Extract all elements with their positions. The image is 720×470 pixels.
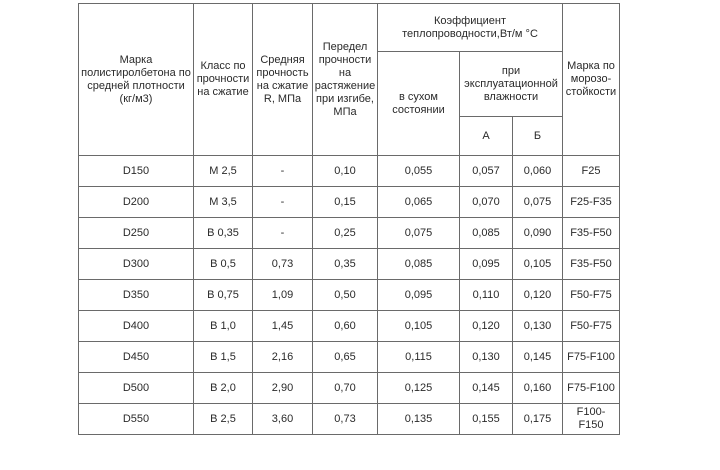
avg-strength-cell: - [253, 156, 313, 187]
polystyrene-concrete-table-container [78, 3, 620, 435]
table-row [79, 249, 620, 280]
avg-strength-cell: 1,09 [253, 280, 313, 311]
header-col-b: Б [513, 117, 563, 156]
header-operational-humidity: при эксплуатационной влажности [460, 52, 563, 117]
dry-conductivity-cell: 0,125 [378, 373, 460, 404]
avg-strength-cell: - [253, 187, 313, 218]
conductivity-a-cell: 0,085 [460, 218, 513, 249]
class-cell: В 2,0 [194, 373, 253, 404]
frost-resistance-cell: F50-F75 [563, 280, 620, 311]
bending-strength-cell: 0,70 [313, 373, 378, 404]
class-cell: В 0,75 [194, 280, 253, 311]
mark-cell: D500 [79, 373, 194, 404]
class-cell: В 2,5 [194, 404, 253, 435]
conductivity-a-cell: 0,110 [460, 280, 513, 311]
frost-resistance-cell: F75-F100 [563, 342, 620, 373]
header-frost-resistance: Марка по морозо-стойкости [563, 4, 620, 156]
header-bending-strength: Передел прочности на растяжение при изгибе, МПа [313, 4, 378, 156]
bending-strength-cell: 0,35 [313, 249, 378, 280]
conductivity-b-cell: 0,105 [513, 249, 563, 280]
table-row [79, 218, 620, 249]
table-row [79, 280, 620, 311]
bending-strength-cell: 0,73 [313, 404, 378, 435]
class-cell: М 3,5 [194, 187, 253, 218]
class-cell: М 2,5 [194, 156, 253, 187]
avg-strength-cell: 2,90 [253, 373, 313, 404]
conductivity-a-cell: 0,155 [460, 404, 513, 435]
header-avg-strength: Средняя прочность на сжатие R, МПа [253, 4, 313, 156]
polystyrene-concrete-properties-table [78, 3, 620, 435]
dry-conductivity-cell: 0,085 [378, 249, 460, 280]
conductivity-a-cell: 0,130 [460, 342, 513, 373]
mark-cell: D300 [79, 249, 194, 280]
conductivity-b-cell: 0,090 [513, 218, 563, 249]
conductivity-b-cell: 0,175 [513, 404, 563, 435]
header-class: Класс по прочности на сжатие [194, 4, 253, 156]
table-row [79, 373, 620, 404]
header-mark: Марка полистиролбетона по средней плотности (кг/м3) [79, 4, 194, 156]
dry-conductivity-cell: 0,095 [378, 280, 460, 311]
table-row [79, 404, 620, 435]
dry-conductivity-cell: 0,135 [378, 404, 460, 435]
header-col-a: А [460, 117, 513, 156]
class-cell: В 0,35 [194, 218, 253, 249]
conductivity-a-cell: 0,057 [460, 156, 513, 187]
class-cell: В 1,0 [194, 311, 253, 342]
conductivity-a-cell: 0,095 [460, 249, 513, 280]
table-row [79, 156, 620, 187]
class-cell: В 1,5 [194, 342, 253, 373]
header-thermal-conductivity: Коэффициент теплопроводности,Вт/м °С [378, 4, 563, 52]
mark-cell: D550 [79, 404, 194, 435]
mark-cell: D200 [79, 187, 194, 218]
bending-strength-cell: 0,10 [313, 156, 378, 187]
conductivity-b-cell: 0,130 [513, 311, 563, 342]
bending-strength-cell: 0,25 [313, 218, 378, 249]
frost-resistance-cell: F35-F50 [563, 249, 620, 280]
avg-strength-cell: - [253, 218, 313, 249]
avg-strength-cell: 3,60 [253, 404, 313, 435]
mark-cell: D400 [79, 311, 194, 342]
table-row [79, 342, 620, 373]
conductivity-b-cell: 0,120 [513, 280, 563, 311]
mark-cell: D150 [79, 156, 194, 187]
conductivity-a-cell: 0,070 [460, 187, 513, 218]
avg-strength-cell: 1,45 [253, 311, 313, 342]
mark-cell: D450 [79, 342, 194, 373]
dry-conductivity-cell: 0,075 [378, 218, 460, 249]
dry-conductivity-cell: 0,065 [378, 187, 460, 218]
frost-resistance-cell: F75-F100 [563, 373, 620, 404]
bending-strength-cell: 0,60 [313, 311, 378, 342]
frost-resistance-cell: F100-F150 [563, 404, 620, 435]
conductivity-b-cell: 0,145 [513, 342, 563, 373]
table-row [79, 311, 620, 342]
dry-conductivity-cell: 0,055 [378, 156, 460, 187]
bending-strength-cell: 0,15 [313, 187, 378, 218]
bending-strength-cell: 0,65 [313, 342, 378, 373]
class-cell: В 0,5 [194, 249, 253, 280]
conductivity-a-cell: 0,145 [460, 373, 513, 404]
dry-conductivity-cell: 0,105 [378, 311, 460, 342]
table-row [79, 187, 620, 218]
dry-conductivity-cell: 0,115 [378, 342, 460, 373]
mark-cell: D250 [79, 218, 194, 249]
bending-strength-cell: 0,50 [313, 280, 378, 311]
frost-resistance-cell: F50-F75 [563, 311, 620, 342]
conductivity-a-cell: 0,120 [460, 311, 513, 342]
frost-resistance-cell: F25 [563, 156, 620, 187]
conductivity-b-cell: 0,160 [513, 373, 563, 404]
frost-resistance-cell: F25-F35 [563, 187, 620, 218]
mark-cell: D350 [79, 280, 194, 311]
avg-strength-cell: 2,16 [253, 342, 313, 373]
header-dry-state: в сухом состоянии [378, 52, 460, 156]
conductivity-b-cell: 0,075 [513, 187, 563, 218]
frost-resistance-cell: F35-F50 [563, 218, 620, 249]
avg-strength-cell: 0,73 [253, 249, 313, 280]
header-row-1 [79, 4, 620, 52]
conductivity-b-cell: 0,060 [513, 156, 563, 187]
